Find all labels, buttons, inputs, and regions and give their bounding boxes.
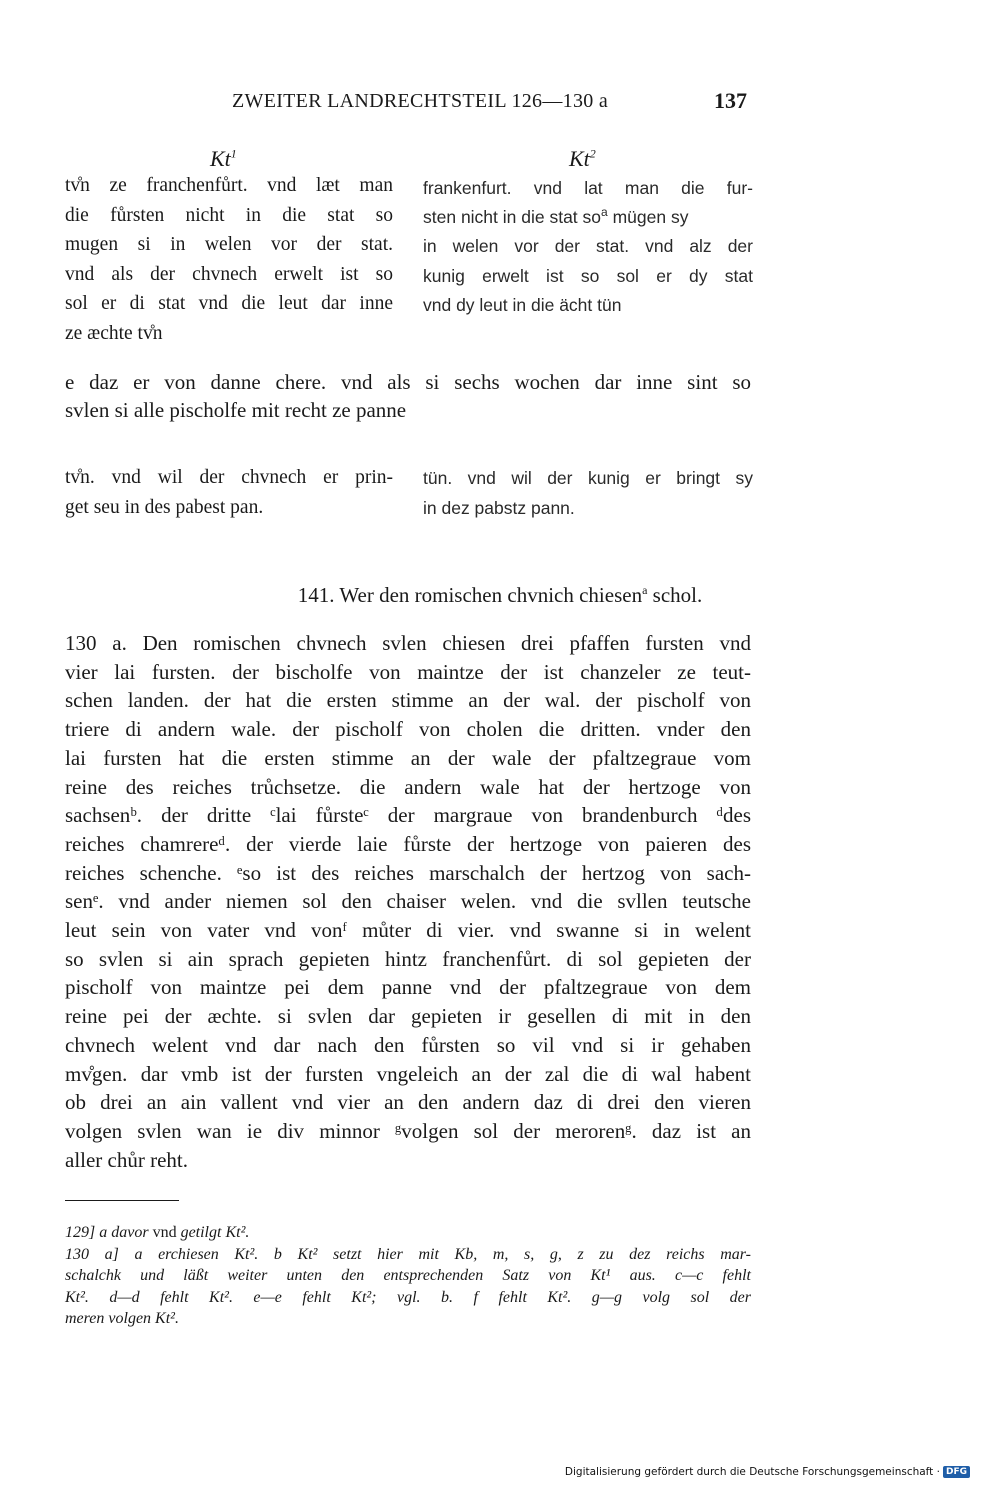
text-line: reine des reiches trůchsetze. die andern wale hat der hertzoge von <box>65 774 751 799</box>
text-line: tün. vnd wil der kunig er bringt sy <box>423 468 753 488</box>
text-line: get seu in des pabest pan. <box>65 496 264 518</box>
shared-text-block <box>65 368 751 424</box>
text-line: svlen si alle pischolfe mit recht ze panne <box>65 398 407 422</box>
footnote-divider <box>65 1200 179 1201</box>
text-line: senᵉ. vnd ander niemen sol den chaiser welen. vnd die svllen teutsche <box>65 889 751 914</box>
text-line: kunig erwelt ist so sol er dy stat <box>423 265 753 286</box>
text-line: die fůrsten nicht in die stat so <box>65 204 393 226</box>
page-number: 137 <box>714 88 747 113</box>
running-title: ZWEITER LANDRECHTSTEIL 126—130 a <box>232 90 609 112</box>
footnote-130a-line: 130 a] a erchiesen Kt². b Kt² setzt hier mit Kb, m, s, g, z zu dez reichs mar- <box>65 1245 751 1263</box>
text-line: e daz er von danne chere. vnd als si sechs wochen dar inne sint so <box>65 370 751 394</box>
right-column-bottom <box>423 464 753 523</box>
text-line: mv̊gen. dar vmb ist der fursten vngeleich an der zal die di wal habent <box>65 1061 751 1086</box>
text-line: volgen svlen wan ie div minnor ᵍvolgen sol der merorenᵍ. daz ist an <box>65 1118 751 1143</box>
text-line: pischolf von maintze pei dem panne vnd der pfaltzegraue von dem <box>65 975 751 1000</box>
text-line: vnd als der chvnech erwelt ist so <box>65 263 393 285</box>
text-line: in welen vor der stat. vnd alz der <box>423 236 753 257</box>
text-line: mugen si in welen vor der stat. <box>65 234 393 256</box>
text-line: 130 a. Den romischen chvnech svlen chiesen drei pfaffen fursten vnd <box>65 631 751 655</box>
text-line: in dez pabstz pann. <box>423 497 575 518</box>
text-line: sten nicht in die stat $so^a$ mügen sy <box>423 205 689 228</box>
text-line: reine pei der æchte. si svlen dar gepieten ir gesellen di mit in den <box>65 1004 751 1029</box>
text-line: schen landen. der hat die ersten stimme an der wal. der pischolf von <box>65 688 751 713</box>
footnote-130a-line: meren volgen Kt². <box>65 1310 179 1327</box>
digitization-credit <box>565 1466 970 1478</box>
text-line: tv̊n ze franchenfůrt. vnd læt man <box>65 175 393 196</box>
right-column-top <box>423 174 753 320</box>
column-heading-kt1: Kt$^1$ <box>210 146 237 171</box>
text-line: leut sein von vater vnd vonᶠ můter di vier. vnd swanne si in welent <box>65 918 751 943</box>
section-heading: 141. Wer den romischen chvnich chiesen$^a$ schol. <box>297 583 703 607</box>
text-line: chvnech welent vnd dar nach den fůrsten so vil vnd si ir gehaben <box>65 1032 751 1057</box>
text-line: sol er di stat vnd die leut dar inne <box>65 293 393 315</box>
text-line: aller chůr reht. <box>65 1147 189 1172</box>
text-line: vier lai fursten. der bischolfe von maintze der ist chanzeler ze teut- <box>65 659 751 684</box>
footnote-130a-line: Kt². d—d fehlt Kt². e—e fehlt Kt²; vgl. b. f fehlt Kt². g—g volg sol der <box>65 1288 751 1306</box>
text-line: triere di andern wale. der pischolf von cholen die dritten. vnder den <box>65 717 751 742</box>
credit-text: Digitalisierung gefördert durch die Deutsche Forschungsgemeinschaft · <box>564 1466 940 1478</box>
footnote-129: 129] a davor vnd getilgt Kt². <box>65 1224 250 1241</box>
dfg-logo-icon: DFG <box>943 1466 970 1478</box>
footnote-130a-line: schalchk und läßt weiter unten den entsprechenden Satz von Kt¹ aus. c—c fehlt <box>65 1267 751 1284</box>
text-line: so svlen si ain sprach gepieten hintz franchenfůrt. di sol gepieten der <box>65 946 751 971</box>
text-line: vnd dy leut in die ächt tün <box>423 294 622 315</box>
text-line: reiches chamrereᵈ. der vierde laie fůrste der hertzoge von paieren des <box>65 831 751 856</box>
footnotes <box>65 1222 751 1330</box>
text-line: lai fursten hat die ersten stimme an der wale der pfaltzegraue vom <box>65 745 751 770</box>
left-column-top <box>65 171 393 349</box>
text-line: tv̊n. vnd wil der chvnech er prin- <box>65 467 393 488</box>
text-line: ob drei an ain vallent vnd vier an den andern daz di drei den vieren <box>65 1090 751 1115</box>
page-header <box>0 90 1000 120</box>
left-column-bottom <box>65 463 393 522</box>
text-line: sachsenᵇ. der dritte ᶜlai fůrsteᶜ der margraue von brandenburch ᵈdes <box>65 803 751 828</box>
text-line: ze æchte tv̊n <box>65 322 163 344</box>
text-line: frankenfurt. vnd lat man die fur- <box>423 178 753 198</box>
column-heading-kt2: Kt$^2$ <box>569 146 596 171</box>
text-line: reiches schenche. ᵉso ist des reiches marschalch der hertzog von sach- <box>65 860 751 885</box>
main-paragraph <box>65 629 751 1174</box>
